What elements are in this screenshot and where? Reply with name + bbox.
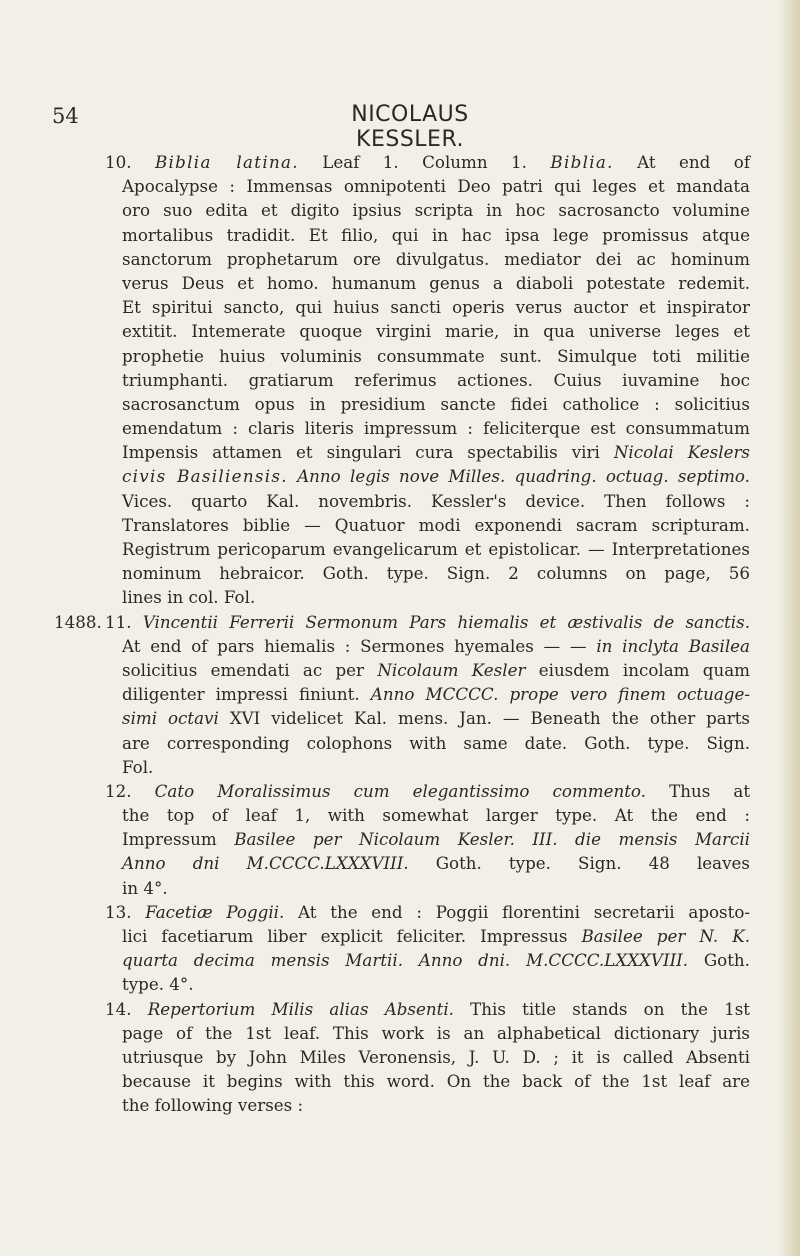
italic-text: simi octavi: [122, 708, 219, 729]
text-segment: sanctorum prophetarum ore divulgatus. mediator dei ac hominum: [122, 248, 750, 269]
text-segment: Fol.: [122, 756, 154, 777]
italic-text: in inclyta Basilea: [596, 635, 750, 656]
text-segment: prophetie huius voluminis consummate sunt. Simulque toti militie: [122, 345, 750, 366]
text-segment: 13.: [105, 901, 146, 922]
entry-first-line: [0, 610, 750, 634]
entry-first-line: [0, 997, 750, 1021]
text-segment: the top of leaf 1, with somewhat larger type. At the end :: [122, 805, 750, 826]
entry-first-line: [0, 150, 750, 174]
text-segment: because it begins with this word. On the back of the 1st leaf are: [122, 1071, 750, 1092]
text-line: [0, 948, 750, 972]
text-segment: lines in col. Fol.: [122, 587, 256, 608]
italic-text: Biblia latina.: [154, 152, 299, 172]
italic-text: Biblia.: [550, 152, 614, 172]
text-line: [0, 682, 750, 706]
text-line: [0, 658, 750, 682]
text-line: [0, 561, 750, 585]
text-segment: type. 4°.: [122, 974, 194, 995]
text-segment: Impressum: [122, 829, 235, 850]
text-line: [0, 319, 750, 343]
text-segment: Goth. type. Sign. 48 leaves: [408, 853, 750, 874]
text-line: [0, 1021, 750, 1045]
italic-text: Cato Moralissimus cum elegantissimo commento.: [154, 780, 646, 801]
text-line: [0, 198, 750, 222]
text-line: [0, 803, 750, 827]
text-line: [0, 295, 750, 319]
italic-text: Anno dni M.CCCC.LXXXVIII.: [122, 853, 409, 874]
italic-text: Anno MCCCC. prope vero finem octuage-: [370, 684, 750, 705]
text-line: [0, 585, 750, 609]
text-segment: verus Deus et homo. humanum genus a diaboli potestate redemit.: [122, 272, 750, 293]
text-segment: in 4°.: [122, 877, 168, 898]
text-segment: the following verses :: [122, 1095, 304, 1116]
italic-text: Nicolai Keslers: [613, 442, 750, 463]
text-line: [0, 344, 750, 368]
italic-text: Repertorium Milis alias Absenti.: [147, 998, 454, 1019]
text-segment: utriusque by John Miles Veronensis, J. U. D. ; it is called Absenti: [122, 1046, 750, 1067]
text-segment: oro suo edita et digito ipsius scripta in hoc sacrosancto volumine: [122, 200, 750, 221]
text-line: [0, 1093, 750, 1117]
text-segment: Goth.: [688, 950, 750, 971]
italic-text: Basilee per Nicolaum Kesler. III. die mensis Marcii: [234, 829, 750, 850]
text-line: [0, 271, 750, 295]
entry-first-line: [0, 900, 750, 924]
year-marginal: 1488.: [54, 611, 102, 632]
text-segment: sacrosanctum opus in presidium sancte fidei catholice : solicitius: [122, 393, 750, 414]
text-line: [0, 1045, 750, 1069]
text-segment: [288, 466, 297, 486]
entry-first-line: [0, 779, 750, 803]
text-line: [0, 247, 750, 271]
text-segment: Translatores biblie — Quatuor modi exponendi sacram scripturam.: [122, 514, 750, 535]
text-segment: Registrum pericoparum evangelicarum et epistolicar. — Interpretationes: [122, 539, 750, 559]
text-segment: Apocalypse : Immensas omnipotenti Deo patri qui leges et mandata: [122, 176, 750, 197]
text-line: [0, 416, 750, 440]
text-segment: XVI videlicet Kal. mens. Jan. — Beneath the other parts: [218, 708, 751, 729]
text-segment: lici facetiarum liber explicit feliciter. Impressus: [122, 926, 582, 946]
text-segment: extitit. Intemerate quoque virgini marie, in qua universe leges et: [122, 321, 750, 342]
text-segment: 14.: [105, 998, 148, 1019]
text-segment: nominum hebraicor. Goth. type. Sign. 2 columns on page, 56: [122, 563, 750, 584]
text-line: [0, 440, 750, 464]
text-segment: Thus at: [646, 780, 751, 801]
italic-text: Nicolaum Kesler: [377, 659, 526, 680]
text-segment: triumphanti. gratiarum referimus actiones. Cuius iuvamine hoc: [122, 369, 750, 390]
italic-text: civis Basiliensis.: [122, 466, 288, 487]
text-line: [0, 174, 750, 198]
italic-text: Anno legis nove Milles. quadring. octuag. septimo.: [297, 466, 750, 487]
text-segment: Leaf 1. Column 1.: [298, 152, 551, 172]
text-line: [0, 731, 750, 755]
running-title: NICOLAUS KESSLER.: [351, 102, 469, 152]
text-line: [0, 464, 750, 488]
text-segment: are corresponding colophons with same date. Goth. type. Sign.: [122, 732, 750, 753]
text-line: [0, 851, 750, 875]
text-segment: At end of pars hiemalis : Sermones hyemales — —: [122, 635, 597, 656]
text-body: [0, 150, 800, 1118]
text-segment: emendatum : claris literis impressum : feliciterque est consummatum: [122, 418, 750, 439]
text-line: [0, 513, 750, 537]
text-line: [0, 368, 750, 392]
italic-text: Facetiæ Poggii.: [145, 901, 285, 922]
text-segment: Impensis attamen et singulari cura spectabilis viri: [122, 442, 614, 463]
text-segment: solicitius emendati ac per: [122, 659, 378, 680]
text-line: [0, 924, 750, 948]
italic-text: Vincentii Ferrerii Sermonum Pars hiemalis et æstivalis de sanctis.: [142, 611, 751, 632]
text-segment: At end of: [613, 152, 751, 172]
text-segment: diligenter impressi finiunt.: [122, 684, 371, 705]
text-line: [0, 489, 750, 513]
text-line: [0, 537, 750, 561]
text-line: [0, 223, 750, 247]
text-segment: mortalibus tradidit. Et filio, qui in hac ipsa lege promissus atque: [122, 224, 750, 245]
text-segment: 10.: [105, 152, 155, 172]
page-number: 54: [52, 104, 79, 128]
text-segment: At the end : Poggii florentini secretarii aposto-: [284, 901, 751, 922]
text-segment: 12.: [105, 780, 155, 801]
text-line: [0, 972, 750, 996]
text-segment: page of the 1st leaf. This work is an alphabetical dictionary juris: [122, 1022, 750, 1043]
text-segment: Vices. quarto Kal. novembris. Kessler's device. Then follows :: [122, 490, 750, 511]
text-segment: eiusdem incolam quam: [525, 659, 750, 680]
text-segment: 11.: [105, 611, 143, 632]
text-line: [0, 755, 750, 779]
text-line: [0, 634, 750, 658]
italic-text: Basilee per N. K.: [581, 926, 751, 946]
text-segment: Et spiritui sancto, qui huius sancti operis verus auctor et inspirator: [122, 297, 750, 318]
text-line: [0, 827, 750, 851]
text-line: [0, 392, 750, 416]
text-line: [0, 706, 750, 730]
italic-text: quarta decima mensis Martii. Anno dni. M.CCCC.LXXXVIII.: [122, 950, 689, 971]
text-segment: This title stands on the 1st: [453, 998, 751, 1019]
text-line: [0, 876, 750, 900]
text-line: [0, 1069, 750, 1093]
